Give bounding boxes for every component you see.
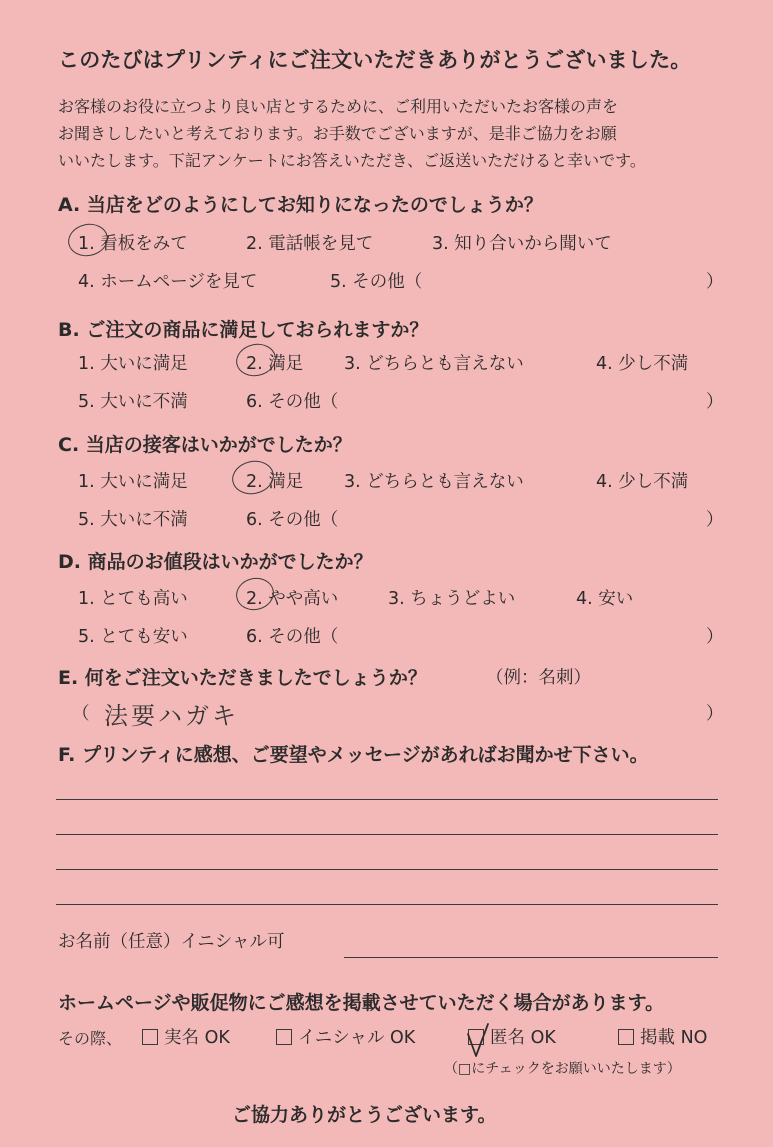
q-c-option-6[interactable]: 6. その他（ bbox=[246, 510, 339, 530]
q-a-option-4[interactable]: 4. ホームページを見て bbox=[78, 272, 258, 292]
q-a-option-5[interactable]: 5. その他（ bbox=[330, 272, 423, 292]
q-b-option-4[interactable]: 4. 少し不満 bbox=[596, 354, 689, 374]
name-label: お名前（任意）イニシャル可 bbox=[58, 932, 285, 952]
q-a-close-paren: ） bbox=[706, 272, 724, 292]
question-e-label: E. 何をご注文いただきましたでしょうか？ bbox=[58, 667, 427, 689]
publish-prefix: その際、 bbox=[58, 1029, 123, 1048]
intro-line-2: お聞きししたいと考えております。お手数でございますが、是非ご協力をお願 bbox=[58, 124, 617, 143]
question-d-label: D. 商品のお値段はいかがでしたか？ bbox=[58, 551, 373, 573]
question-a-label: A. 当店をどのようにしてお知りになったのでしょうか？ bbox=[58, 194, 543, 216]
q-b-option-5[interactable]: 5. 大いに不満 bbox=[78, 392, 188, 412]
question-b-label: B. ご注文の商品に満足しておられますか？ bbox=[58, 319, 429, 341]
option-real-name: 実名 OK bbox=[164, 1028, 230, 1048]
q-d-option-5[interactable]: 5. とても安い bbox=[78, 627, 188, 647]
checkbox-note: （□にチェックをお願いいたします） bbox=[444, 1061, 681, 1077]
q-e-example: （例：名刺） bbox=[486, 668, 591, 688]
option-no-publish: 掲載 NO bbox=[640, 1028, 708, 1048]
checkbox-no-publish[interactable] bbox=[618, 1029, 634, 1045]
q-a-option-2[interactable]: 2. 電話帳を見て bbox=[246, 234, 374, 254]
q-d-close-paren: ） bbox=[706, 627, 724, 647]
q-c-close-paren: ） bbox=[706, 510, 724, 530]
publish-notice: ホームページや販促物にご感想を掲載させていただく場合があります。 bbox=[58, 992, 665, 1014]
checkbox-real-name[interactable] bbox=[142, 1029, 158, 1045]
q-c-option-4[interactable]: 4. 少し不満 bbox=[596, 472, 689, 492]
q-d-option-2[interactable]: 2. やや高い bbox=[246, 589, 339, 609]
survey-title: このたびはプリンティにご注文いただきありがとうございました。 bbox=[58, 48, 692, 72]
comment-line-1[interactable] bbox=[56, 799, 718, 800]
q-c-option-3[interactable]: 3. どちらとも言えない bbox=[344, 472, 524, 492]
q-e-handwritten-answer[interactable]: 法要ハガキ bbox=[104, 702, 239, 730]
q-d-option-6[interactable]: 6. その他（ bbox=[246, 627, 339, 647]
q-c-option-2[interactable]: 2. 満足 bbox=[246, 472, 304, 492]
q-e-close-paren: ） bbox=[706, 704, 724, 724]
intro-line-1: お客様のお役に立つより良い店とするために、ご利用いただいたお客様の声を bbox=[58, 97, 619, 116]
q-d-option-4[interactable]: 4. 安い bbox=[576, 589, 634, 609]
name-input-line[interactable] bbox=[344, 957, 718, 958]
question-f-label: F. プリンティに感想、ご要望やメッセージがあればお聞かせ下さい。 bbox=[58, 744, 649, 766]
checkmark-icon bbox=[462, 1020, 492, 1060]
q-d-option-3[interactable]: 3. ちょうどよい bbox=[388, 589, 516, 609]
question-c-label: C. 当店の接客はいかがでしたか？ bbox=[58, 434, 352, 456]
comment-line-2[interactable] bbox=[56, 834, 718, 835]
q-b-option-1[interactable]: 1. 大いに満足 bbox=[78, 354, 188, 374]
q-b-option-2[interactable]: 2. 満足 bbox=[246, 354, 304, 374]
q-e-open-paren: （ bbox=[72, 704, 90, 724]
checkbox-initial[interactable] bbox=[276, 1029, 292, 1045]
comment-line-4[interactable] bbox=[56, 904, 718, 905]
q-a-option-1[interactable]: 1. 看板をみて bbox=[78, 234, 188, 254]
comment-line-3[interactable] bbox=[56, 869, 718, 870]
q-a-option-3[interactable]: 3. 知り合いから聞いて bbox=[432, 234, 612, 254]
intro-line-3: いいたします。下記アンケートにお答えいただき、ご返送いただけると幸いです。 bbox=[58, 151, 646, 170]
thanks-message: ご協力ありがとうございます。 bbox=[232, 1104, 497, 1126]
option-initial: イニシャル OK bbox=[298, 1028, 416, 1048]
q-b-close-paren: ） bbox=[706, 392, 724, 412]
q-d-option-1[interactable]: 1. とても高い bbox=[78, 589, 188, 609]
q-b-option-6[interactable]: 6. その他（ bbox=[246, 392, 339, 412]
q-b-option-3[interactable]: 3. どちらとも言えない bbox=[344, 354, 524, 374]
option-anonymous: 匿名 OK bbox=[490, 1028, 556, 1048]
q-c-option-1[interactable]: 1. 大いに満足 bbox=[78, 472, 188, 492]
q-c-option-5[interactable]: 5. 大いに不満 bbox=[78, 510, 188, 530]
